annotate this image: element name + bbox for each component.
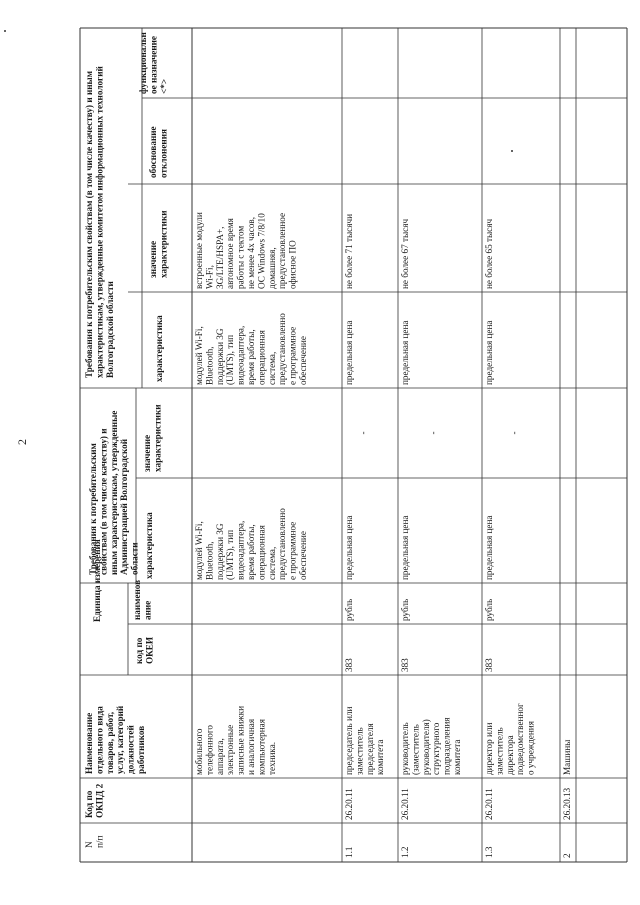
row-2-comm-value: не более 67 тысяч — [400, 218, 410, 289]
row-2-unit: рубль — [400, 598, 410, 621]
row-4-code: 26.20.13 — [562, 787, 572, 820]
header-purpose: функциональное назначение<*> — [138, 32, 169, 94]
row-1-num: 1.1 — [344, 846, 354, 858]
header-okpd: Код поОКПД 2 — [84, 783, 105, 818]
row-3-unit: рубль — [484, 598, 494, 621]
header-comm-char: характеристика — [154, 315, 164, 382]
row-1-admin-char: предельная цена — [344, 515, 354, 580]
row-3-admin-value: - — [509, 431, 519, 435]
row-3-comm-value: не более 65 тысяч — [484, 218, 494, 289]
row-2-code: 26.20.11 — [400, 788, 410, 820]
row-0-admin-char: модулей Wi-Fi,Bluetooth,поддержки 3G(UMTS), типвидеоадаптера,время работы,операционнаясистема,предустановленное программноеобеспечение — [194, 508, 308, 580]
row-1-comm-value: не более 71 тысячи — [344, 214, 354, 289]
header-unit-group: Единица измерения — [92, 539, 102, 622]
row-2-okei: 383 — [400, 658, 410, 672]
header-justification: обоснованиеотклонения — [148, 126, 169, 178]
row-2-name: руководитель(заместительруководителя)структурногоподразделениякомитета — [400, 717, 462, 775]
row-2-admin-value: - — [428, 431, 438, 435]
row-0-comm-value: встроенные модулиWi-Fi,3G/LTE/HSPA+,автономное времяработы с тектомне менее 4х часов,ОС Windows 7/8/10домашняя,предустановленноеофисное ПО — [194, 212, 298, 289]
row-3-num: 1.3 — [484, 846, 494, 858]
row-3-okei: 383 — [484, 658, 494, 672]
header-comm-value: значениехарактеристики — [148, 210, 169, 278]
header-name: Наименованиеотдельного видатоваров, работ,услуг, категорийдолжностейработников — [84, 705, 146, 774]
row-2-comm-char: предельная цена — [400, 320, 410, 385]
header-num: Nп/п — [84, 835, 105, 848]
row-1-admin-value: - — [358, 431, 368, 435]
row-2-num: 1.2 — [400, 846, 410, 858]
row-3-name: директор илизаместительдиректораподведомственного учреждения — [484, 703, 536, 775]
header-comm-group: Требования к потребительским свойствам (в том числе качеству) и инымхарактеристикам, утвержденные комитетом информационных технологийВолгоградской области — [84, 66, 115, 378]
header-admin-char: характеристика — [144, 512, 154, 579]
header-admin-group: Требования к потребительскимсвойствам (в том числе качеству) ииным характеристикам, утвержденныеАдминистрацией Волгоградскойобласти — [88, 410, 140, 575]
row-1-unit: рубль — [344, 598, 354, 621]
header-admin-value: значениехарактеристики — [142, 404, 163, 472]
scan-speck — [511, 150, 513, 152]
header-unit-name: наименование — [132, 579, 153, 620]
row-2-admin-char: предельная цена — [400, 515, 410, 580]
row-1-okei: 383 — [344, 658, 354, 672]
header-unit-code: код поОКЕИ — [134, 636, 155, 664]
row-1-comm-char: предельная цена — [344, 320, 354, 385]
page-number: 2 — [15, 439, 29, 445]
row-0-name: мобильноготелефонногоаппарата,электронныезаписные книжкии аналогичнаякомпьютернаятехника. — [194, 706, 277, 775]
row-1-code: 26.20.11 — [344, 788, 354, 820]
row-3-comm-char: предельная цена — [484, 320, 494, 385]
row-1-name: председатель илизаместительпредседателякомитета — [344, 706, 386, 775]
scan-speck — [4, 30, 6, 32]
row-0-comm-char: модулей Wi-Fi,Bluetooth,поддержки 3G(UMTS), типвидеоадаптера,время работы,операционнаясистема,предустановленное программноеобеспечение — [194, 313, 308, 385]
row-4-name: Машины — [562, 739, 572, 775]
row-4-num: 2 — [562, 853, 572, 858]
row-3-code: 26.20.11 — [484, 788, 494, 820]
row-3-admin-char: предельная цена — [484, 515, 494, 580]
